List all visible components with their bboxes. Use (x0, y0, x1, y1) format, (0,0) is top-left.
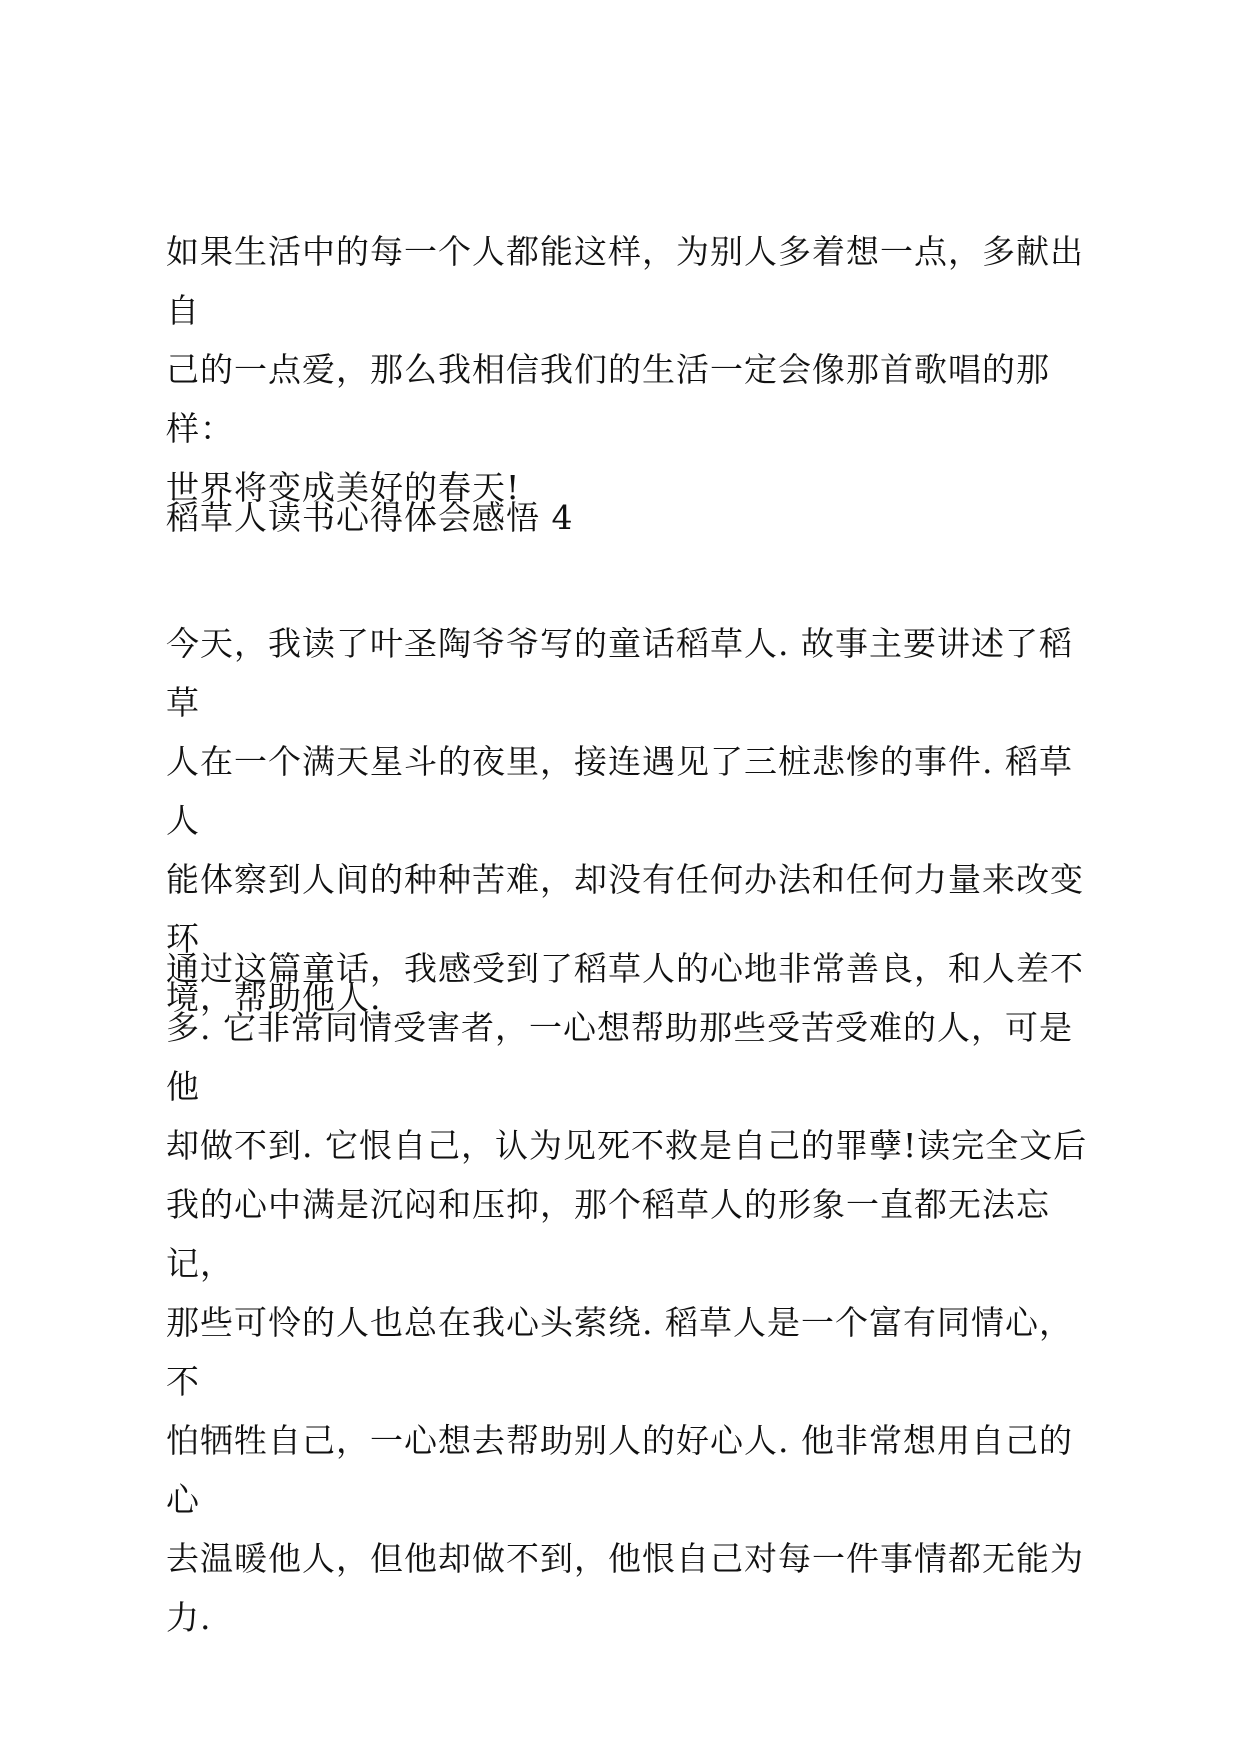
paragraph-2: 今天，我读了叶圣陶爷爷写的童话稻草人. 故事主要讲述了稻草 人在一个满天星斗的夜里，接连遇见了三桩悲惨的事件. 稻草人 能体察到人间的种种苦难，却没有任何办法和任何力量来改变环 境，帮助他人. (166, 624, 1084, 1017)
paragraph-1: 如果生活中的每一个人都能这样，为别人多着想一点，多献出自 己的一点爱，那么我相信我们的生活一定会像那首歌唱的那样： 世界将变成美好的春天! (166, 232, 1084, 507)
section-heading: 稻草人读书心得体会感悟 4 (166, 498, 574, 537)
paragraph-3: 通过这篇童话，我感受到了稻草人的心地非常善良，和人差不 多. 它非常同情受害者，一心想帮助那些受苦受难的人，可是他 却做不到. 它恨自己，认为见死不救是自己的罪孽!读完全文后 我的心中满是沉闷和压抑，那个稻草人的形象一直都无法忘记， 那些可怜的人也总在我心头萦绕. 稻草人是一个富有同情心，不 怕牺牲自己，一心想去帮助别人的好心人. 他非常想用自己的心 去温暖他人，但他却做不到，他恨自己对每一件事情都无能为 力. (166, 949, 1088, 1637)
